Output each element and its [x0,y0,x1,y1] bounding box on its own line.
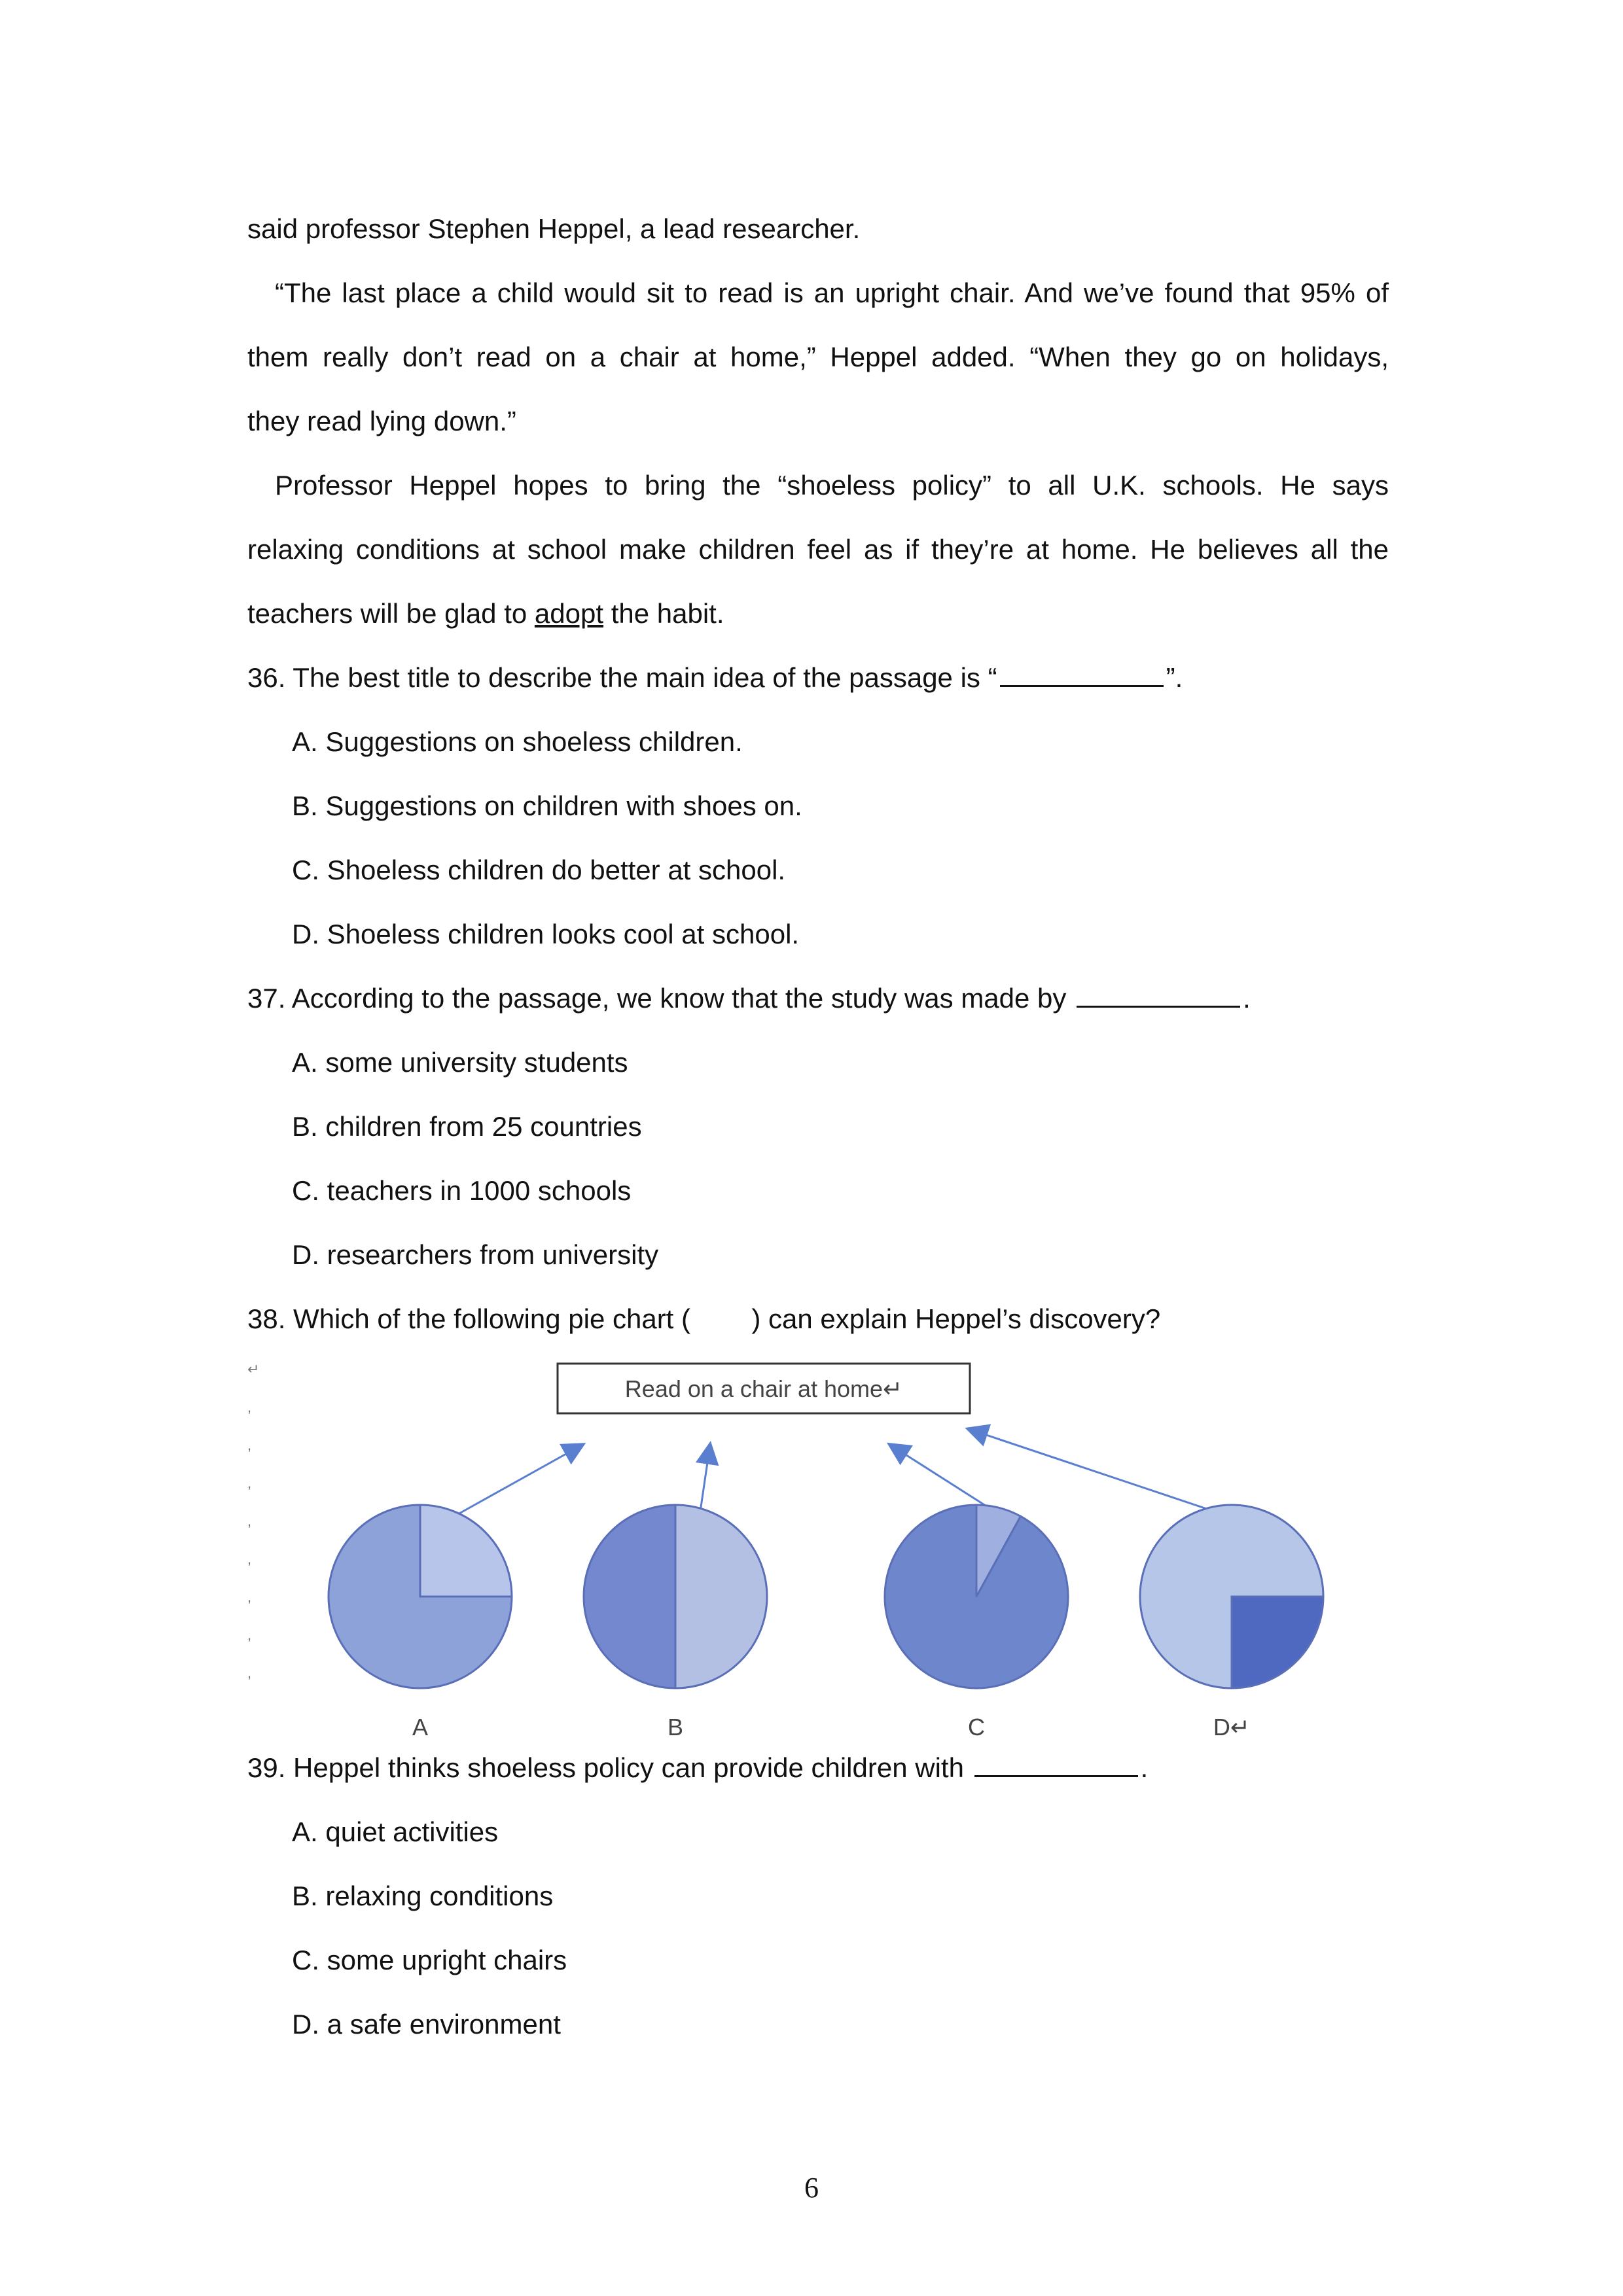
option: D. researchers from university [292,1239,659,1270]
page-number: 6 [804,2172,819,2204]
answer-blank [974,1752,1138,1777]
option: A. quiet activities [292,1816,499,1847]
pie-label: C [968,1714,985,1740]
question-38-stem: 38. Which of the following pie chart ( ) can explain Heppel’s discovery? [247,1303,1161,1334]
pie-slice-chair [420,1505,512,1597]
question-36-stem: 36. The best title to describe the main idea of the passage is “ ”. [247,662,1183,693]
arrow [458,1445,582,1514]
pies [329,1505,1323,1688]
pie-chart-figure [236,1361,1361,1740]
option: C. teachers in 1000 schools [292,1175,632,1206]
pie-slice-chair [675,1505,767,1688]
option: B. children from 25 countries [292,1111,642,1142]
option: C. some upright chairs [292,1945,567,1975]
option: A. some university students [292,1047,628,1078]
answer-blank [1000,662,1164,687]
option: C. Shoeless children do better at school. [292,855,786,885]
option: D. a safe environment [292,2009,561,2040]
pie-label: A [412,1714,429,1740]
passage-line: said professor Stephen Heppel, a lead researcher. [247,213,861,244]
pie-slice-chair [1232,1597,1323,1688]
paragraph-marks: ↵ , , , , , , , , [247,1361,260,1681]
pie-slice-other [584,1505,675,1688]
question-37-stem: 37. According to the passage, we know that the study was made by . [247,983,1251,1014]
passage-text: teachers will be glad to [247,598,527,629]
pie-label: B [667,1714,684,1740]
passage-line: them really don’t read on a chair at home,” Heppel added. “When they go on holidays, [247,342,1389,372]
arrow [890,1445,995,1511]
pie-labels [412,1714,1250,1740]
pie-label: D↵ [1213,1714,1251,1740]
underlined-word: adopt [534,598,604,629]
passage-line: they read lying down.” [247,406,516,436]
option: A. Suggestions on shoeless children. [292,726,743,757]
question-39-stem: 39. Heppel thinks shoeless policy can provide children with . [247,1752,1149,1783]
passage-line [247,594,1389,633]
passage-text: the habit. [611,598,724,629]
option: B. relaxing conditions [292,1881,554,1911]
answer-blank [1077,982,1240,1008]
option: B. Suggestions on children with shoes on. [292,790,802,821]
chart-title: Read on a chair at home↵ [624,1375,903,1402]
option: D. Shoeless children looks cool at school. [292,919,800,949]
passage-line: relaxing conditions at school make children feel as if they’re at home. He believes all the [247,534,1389,565]
passage-line: “The last place a child would sit to read is an upright chair. And we’ve found that 95% of [275,277,1389,308]
arrow [700,1445,710,1511]
passage-line: Professor Heppel hopes to bring the “shoeless policy” to all U.K. schools. He says [275,470,1389,501]
arrow [969,1429,1211,1510]
arrows [458,1429,1211,1514]
